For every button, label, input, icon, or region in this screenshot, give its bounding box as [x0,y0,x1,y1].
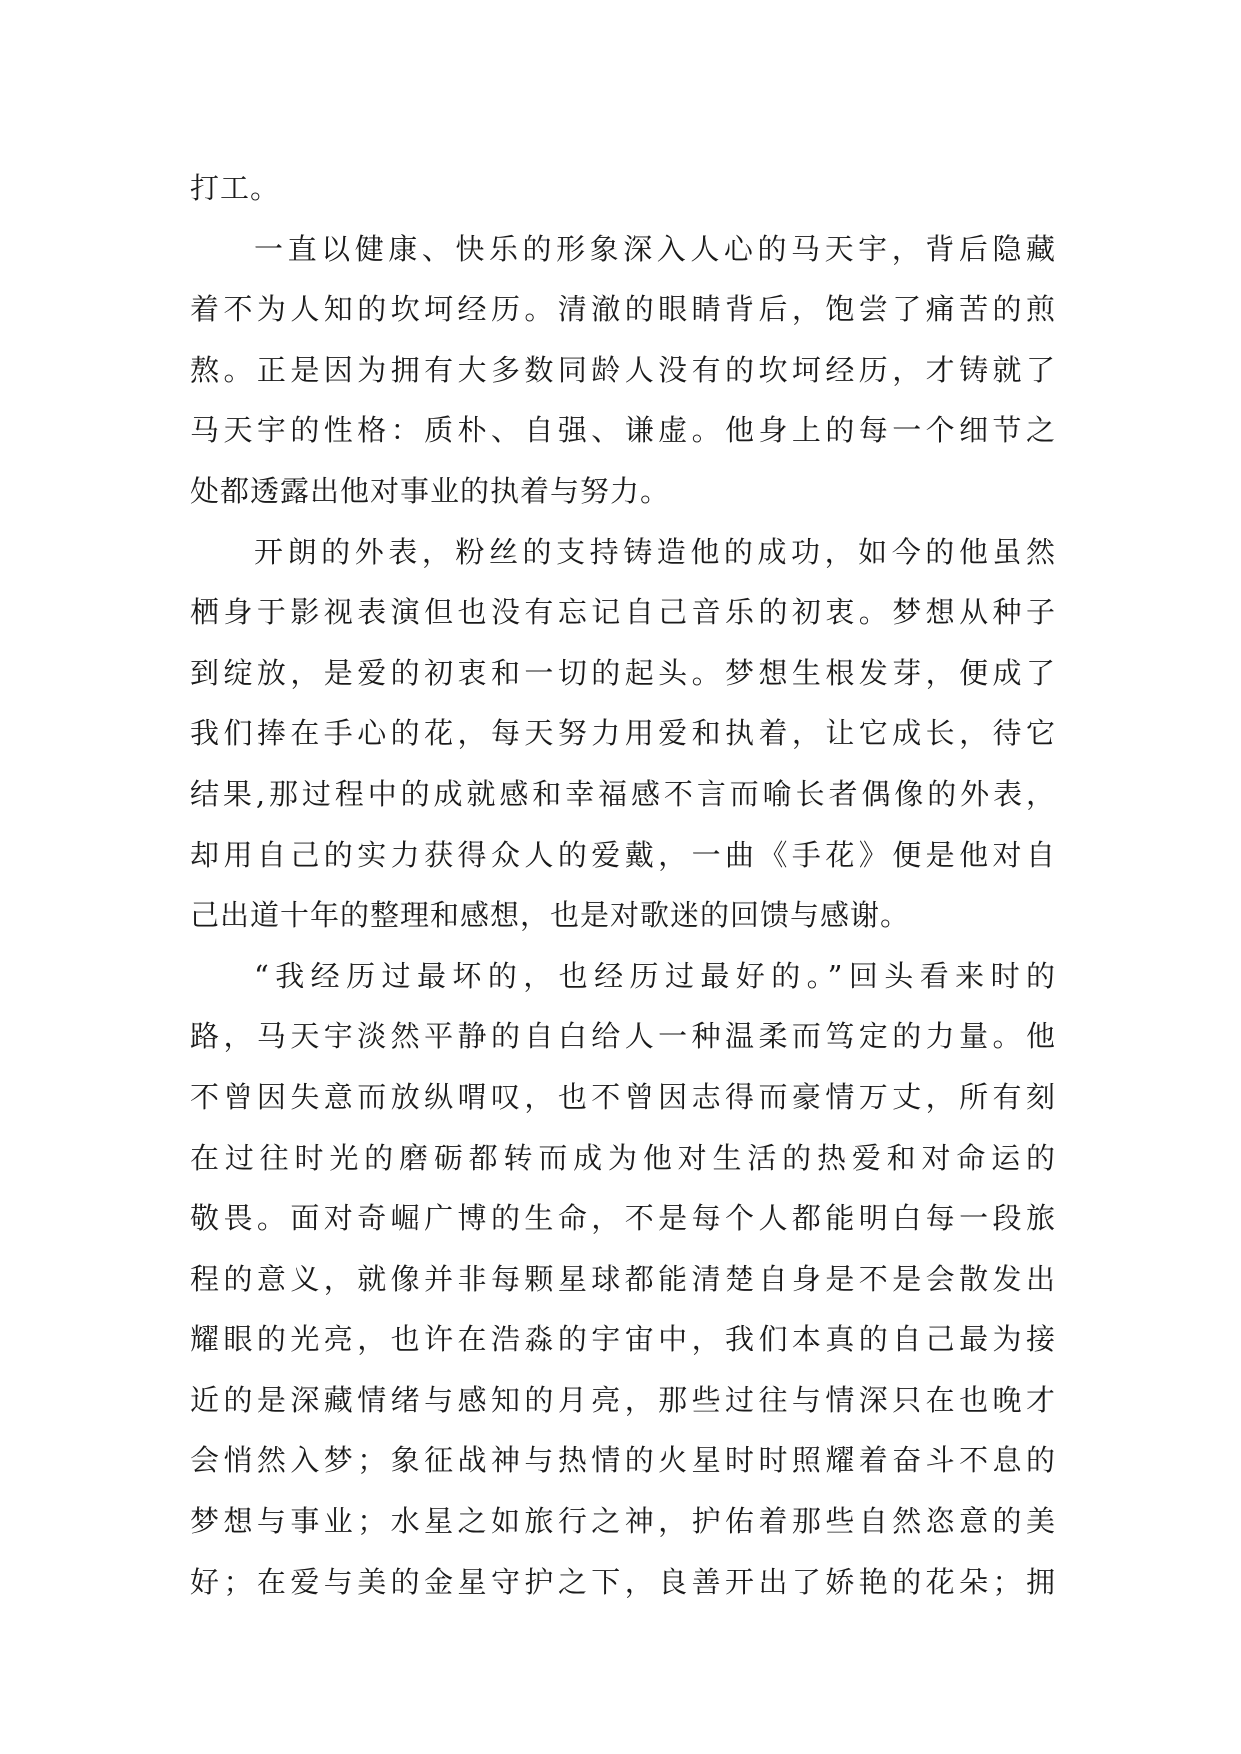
text-line: 路，马天宇淡然平静的自白给人一种温柔而笃定的力量。他 [190,1019,1056,1054]
text-line: 会悄然入梦；象征战神与热情的火星时时照耀着奋斗不息的 [190,1443,1056,1478]
text-line: 结果,那过程中的成就感和幸福感不言而喻长者偶像的外表， [190,776,1056,811]
text-line: 己出道十年的整理和感想，也是对歌迷的回馈与感谢。 [190,898,911,933]
body-text [190,158,1056,1612]
text-line: 程的意义，就像并非每颗星球都能清楚自身是不是会散发出 [190,1261,1056,1296]
text-line: 到绽放，是爱的初衷和一切的起头。梦想生根发芽，便成了 [190,655,1056,690]
text-line: 我们捧在手心的花，每天努力用爱和执着，让它成长，待它 [190,716,1056,751]
text-line: 打工。 [190,171,281,205]
text-line: 敬畏。面对奇崛广博的生命，不是每个人都能明白每一段旅 [190,1201,1056,1236]
text-line: 梦想与事业；水星之如旅行之神，护佑着那些自然恣意的美 [190,1504,1056,1539]
text-line: 着不为人知的坎坷经历。清澈的眼睛背后，饱尝了痛苦的煎 [190,292,1056,327]
text-line: 耀眼的光亮，也许在浩淼的宇宙中，我们本真的自己最为接 [190,1322,1056,1357]
text-line: 在过往时光的磨砺都转而成为他对生活的热爱和对命运的 [190,1140,1056,1175]
text-line: 开朗的外表，粉丝的支持铸造他的成功，如今的他虽然 [254,534,1056,569]
text-line: 熬。正是因为拥有大多数同龄人没有的坎坷经历，才铸就了 [190,352,1056,387]
text-line: 近的是深藏情绪与感知的月亮，那些过往与情深只在也晚才 [190,1382,1056,1417]
text-line: 栖身于影视表演但也没有忘记自己音乐的初衷。梦想从种子 [190,595,1056,630]
text-line: 不曾因失意而放纵喟叹，也不曾因志得而豪情万丈，所有刻 [190,1079,1056,1114]
text-line: 马天宇的性格：质朴、自强、谦虚。他身上的每一个细节之 [190,413,1056,448]
text-line: 好；在爱与美的金星守护之下，良善开出了娇艳的花朵；拥 [190,1564,1056,1599]
text-line: 一直以健康、快乐的形象深入人心的马天宇，背后隐藏 [254,231,1056,266]
text-line: “我经历过最坏的，也经历过最好的。”回头看来时的 [254,958,1056,993]
text-line: 处都透露出他对事业的执着与努力。 [190,473,671,508]
text-line: 却用自己的实力获得众人的爱戴，一曲《手花》便是他对自 [190,837,1056,872]
